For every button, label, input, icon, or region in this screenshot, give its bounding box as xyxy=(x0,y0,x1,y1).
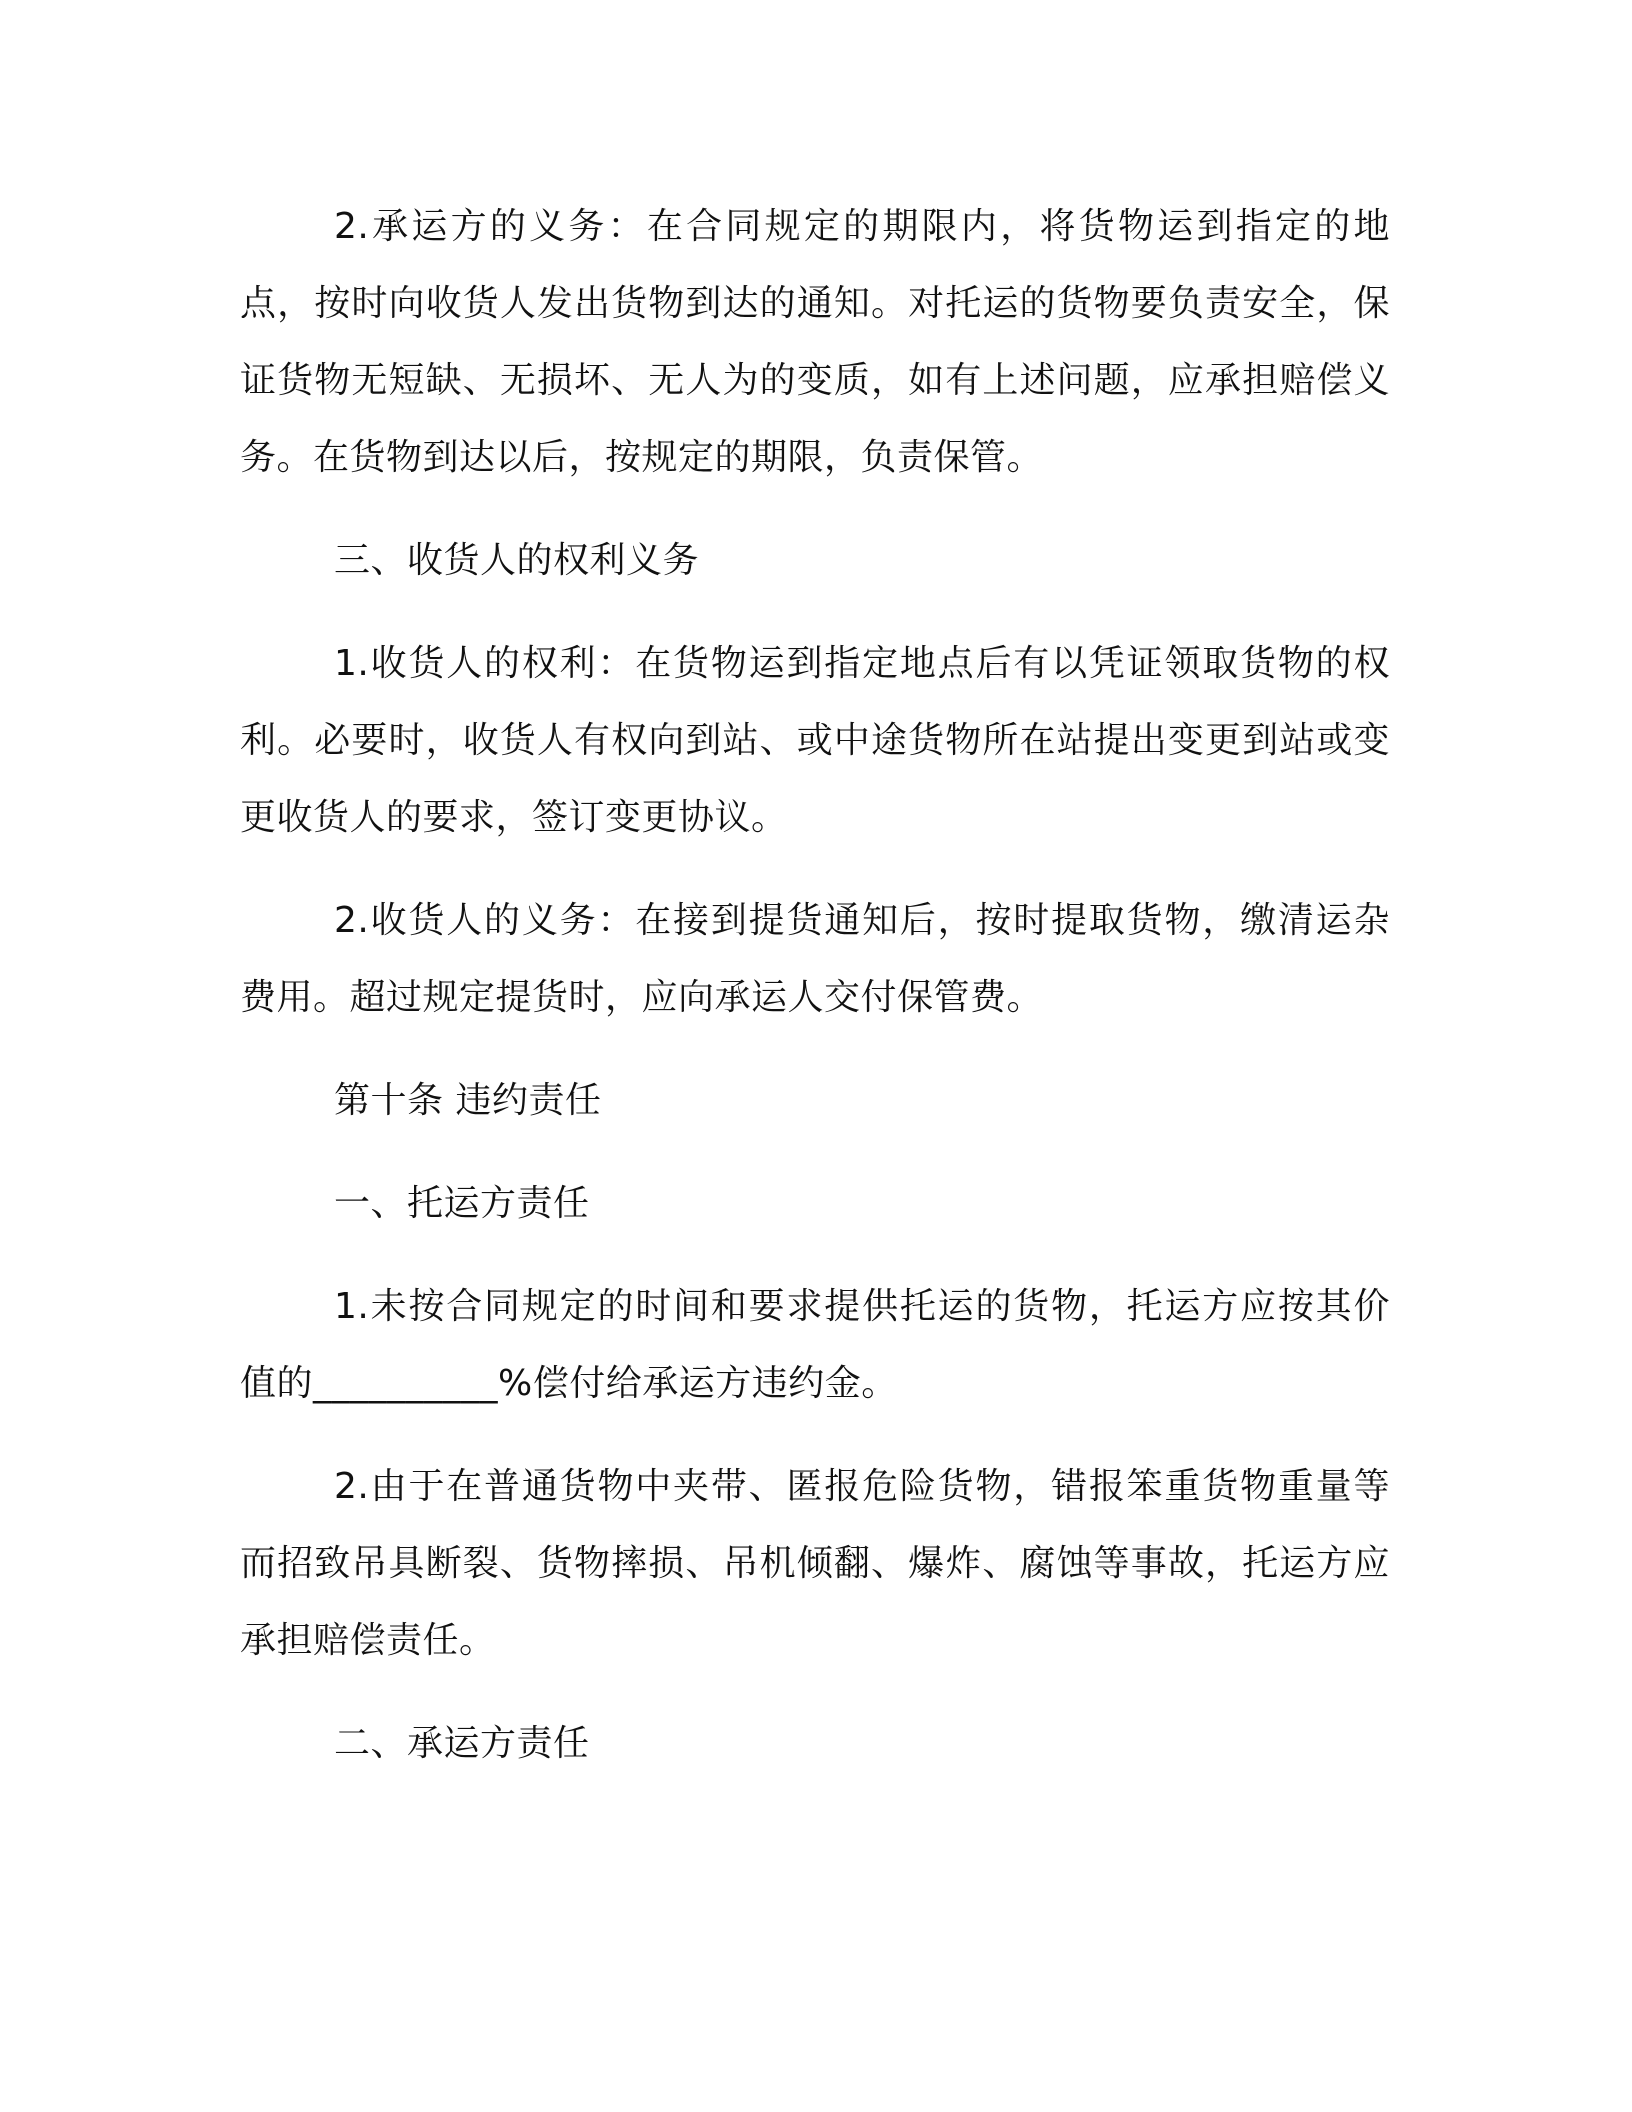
paragraph-consignee-obligations: 2.收货人的义务：在接到提货通知后，按时提取货物，缴清运杂费用。超过规定提货时，应向承运人交付保管费。 xyxy=(240,900,1390,1018)
section-heading-shipper-liability: 一、托运方责任 xyxy=(334,1183,590,1224)
section-heading-carrier-liability: 二、承运方责任 xyxy=(334,1723,590,1764)
section-heading-consignee-rights: 三、收货人的权利义务 xyxy=(334,540,700,581)
paragraph-shipper-liability-1: 1.未按合同规定的时间和要求提供托运的货物，托运方应按其价值的__________%偿付给承运方违约金。 xyxy=(240,1286,1390,1404)
document-body xyxy=(240,188,1390,1808)
article-heading-liability: 第十条 违约责任 xyxy=(334,1080,602,1121)
paragraph-consignee-rights: 1.收货人的权利：在货物运到指定地点后有以凭证领取货物的权利。必要时，收货人有权向到站、或中途货物所在站提出变更到站或变更收货人的要求，签订变更协议。 xyxy=(240,643,1390,838)
paragraph-shipper-liability-2: 2.由于在普通货物中夹带、匿报危险货物，错报笨重货物重量等而招致吊具断裂、货物摔损、吊机倾翻、爆炸、腐蚀等事故，托运方应承担赔偿责任。 xyxy=(240,1466,1390,1661)
paragraph-carrier-obligations: 2.承运方的义务：在合同规定的期限内，将货物运到指定的地点，按时向收货人发出货物到达的通知。对托运的货物要负责安全，保证货物无短缺、无损坏、无人为的变质，如有上述问题，应承担赔偿义务。在货物到达以后，按规定的期限，负责保管。 xyxy=(240,206,1390,478)
